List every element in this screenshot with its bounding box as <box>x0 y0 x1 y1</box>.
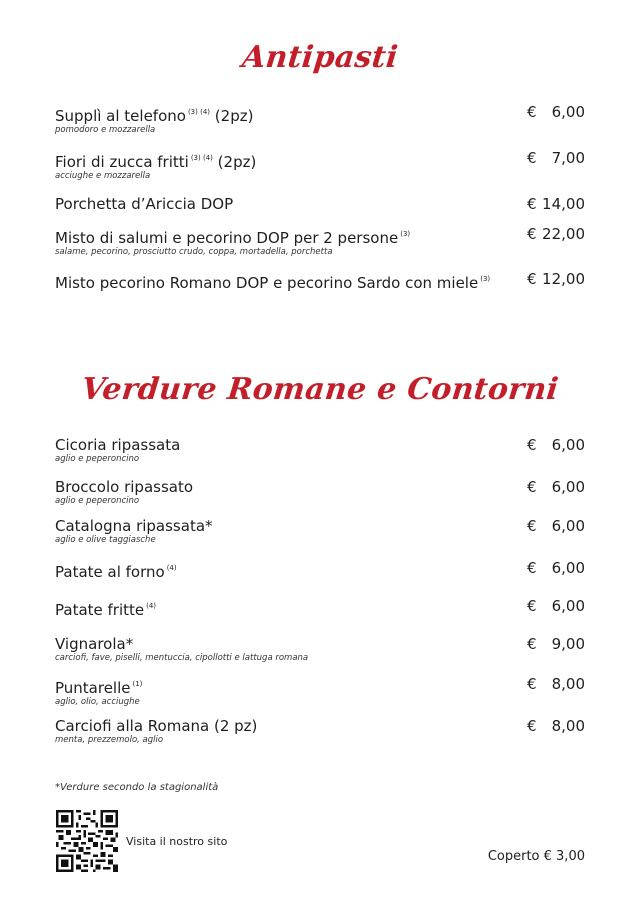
price-value: 6,00 <box>551 103 585 121</box>
item-name: Patate fritte <box>55 601 145 619</box>
currency: € <box>527 149 537 167</box>
item-price <box>527 436 585 454</box>
menu-item <box>55 517 585 546</box>
menu-item <box>55 597 585 619</box>
allergen-ref: (1) <box>132 680 143 688</box>
price-value: 7,00 <box>551 149 585 167</box>
item-suffix: (2pz) <box>214 107 254 125</box>
item-name: Misto di salumi e pecorino DOP per 2 persone <box>55 229 399 247</box>
seasonality-note: *Verdure secondo la stagionalità <box>55 782 219 793</box>
allergen-ref: (4) <box>166 564 177 572</box>
item-description: aglio e olive taggiasche <box>55 535 156 545</box>
currency: € <box>527 225 537 243</box>
menu-item <box>55 717 585 746</box>
price-value: 22,00 <box>542 225 585 243</box>
item-description: menta, prezzemolo, aglio <box>55 735 164 745</box>
item-name: Supplì al telefono <box>55 107 186 125</box>
item-suffix: (2pz) <box>217 153 257 171</box>
allergen-ref: (3) (4) <box>190 154 213 162</box>
item-price <box>527 559 585 577</box>
menu-item <box>55 225 585 258</box>
item-description: pomodoro e mozzarella <box>55 125 156 135</box>
menu-item <box>55 103 585 136</box>
item-description: aglio, olio, acciughe <box>55 697 140 707</box>
item-name: Carciofi alla Romana (2 pz) <box>55 717 258 735</box>
currency: € <box>527 717 537 735</box>
item-description: aglio e peperoncino <box>55 454 140 464</box>
item-name: Misto pecorino Romano DOP e pecorino Sardo con miele <box>55 274 479 292</box>
qr-code-icon[interactable] <box>55 810 119 872</box>
currency: € <box>527 559 537 577</box>
allergen-ref: (3) <box>480 275 491 283</box>
price-value: 6,00 <box>551 559 585 577</box>
currency: € <box>527 597 537 615</box>
item-price <box>527 270 585 288</box>
menu-item <box>55 675 585 708</box>
item-description: carciofi, fave, piselli, mentuccia, cipollotti e lattuga romana <box>55 653 309 663</box>
item-description: aglio e peperoncino <box>55 496 140 506</box>
price-value: 9,00 <box>551 635 585 653</box>
price-value: 6,00 <box>551 517 585 535</box>
menu-item <box>55 436 585 465</box>
currency: € <box>527 195 537 213</box>
menu-item <box>55 478 585 507</box>
currency: € <box>527 270 537 288</box>
item-name: Fiori di zucca fritti <box>55 153 189 171</box>
item-price <box>527 517 585 535</box>
qr-label: Visita il nostro sito <box>126 835 228 848</box>
item-name: Porchetta d’Ariccia DOP <box>55 195 234 213</box>
menu-item <box>55 270 585 292</box>
item-price <box>527 635 585 653</box>
allergen-ref: (4) <box>146 602 157 610</box>
currency: € <box>527 436 537 454</box>
allergen-ref: (3) (4) <box>187 108 211 116</box>
item-description: acciughe e mozzarella <box>55 171 151 181</box>
menu-item <box>55 635 585 664</box>
menu-item <box>55 559 585 581</box>
item-price <box>527 149 585 167</box>
currency: € <box>527 478 537 496</box>
price-value: 14,00 <box>542 195 585 213</box>
menu-item <box>55 149 585 182</box>
price-value: 8,00 <box>551 717 585 735</box>
price-value: 12,00 <box>542 270 585 288</box>
price-value: 6,00 <box>551 436 585 454</box>
item-name: Puntarelle <box>55 679 131 697</box>
item-name: Vignarola* <box>55 635 134 653</box>
price-value: 8,00 <box>551 675 585 693</box>
item-name: Cicoria ripassata <box>55 436 181 454</box>
item-price <box>527 195 585 213</box>
item-price <box>527 675 585 693</box>
item-price <box>527 103 585 121</box>
verdure-title: Verdure Romane e Contorni <box>79 372 561 407</box>
cover-charge: Coperto € 3,00 <box>487 849 585 864</box>
currency: € <box>527 103 537 121</box>
item-price <box>527 717 585 735</box>
currency: € <box>527 517 537 535</box>
allergen-ref: (3) <box>400 230 411 238</box>
price-value: 6,00 <box>551 597 585 615</box>
item-description: salame, pecorino, prosciutto crudo, coppa, mortadella, porchetta <box>55 247 333 257</box>
antipasti-title: Antipasti <box>240 40 400 75</box>
menu-item <box>55 195 585 213</box>
item-price <box>527 225 585 243</box>
item-price <box>527 597 585 615</box>
item-name: Catalogna ripassata* <box>55 517 213 535</box>
item-name: Patate al forno <box>55 563 165 581</box>
item-price <box>527 478 585 496</box>
item-name: Broccolo ripassato <box>55 478 194 496</box>
currency: € <box>527 675 537 693</box>
price-value: 6,00 <box>551 478 585 496</box>
currency: € <box>527 635 537 653</box>
